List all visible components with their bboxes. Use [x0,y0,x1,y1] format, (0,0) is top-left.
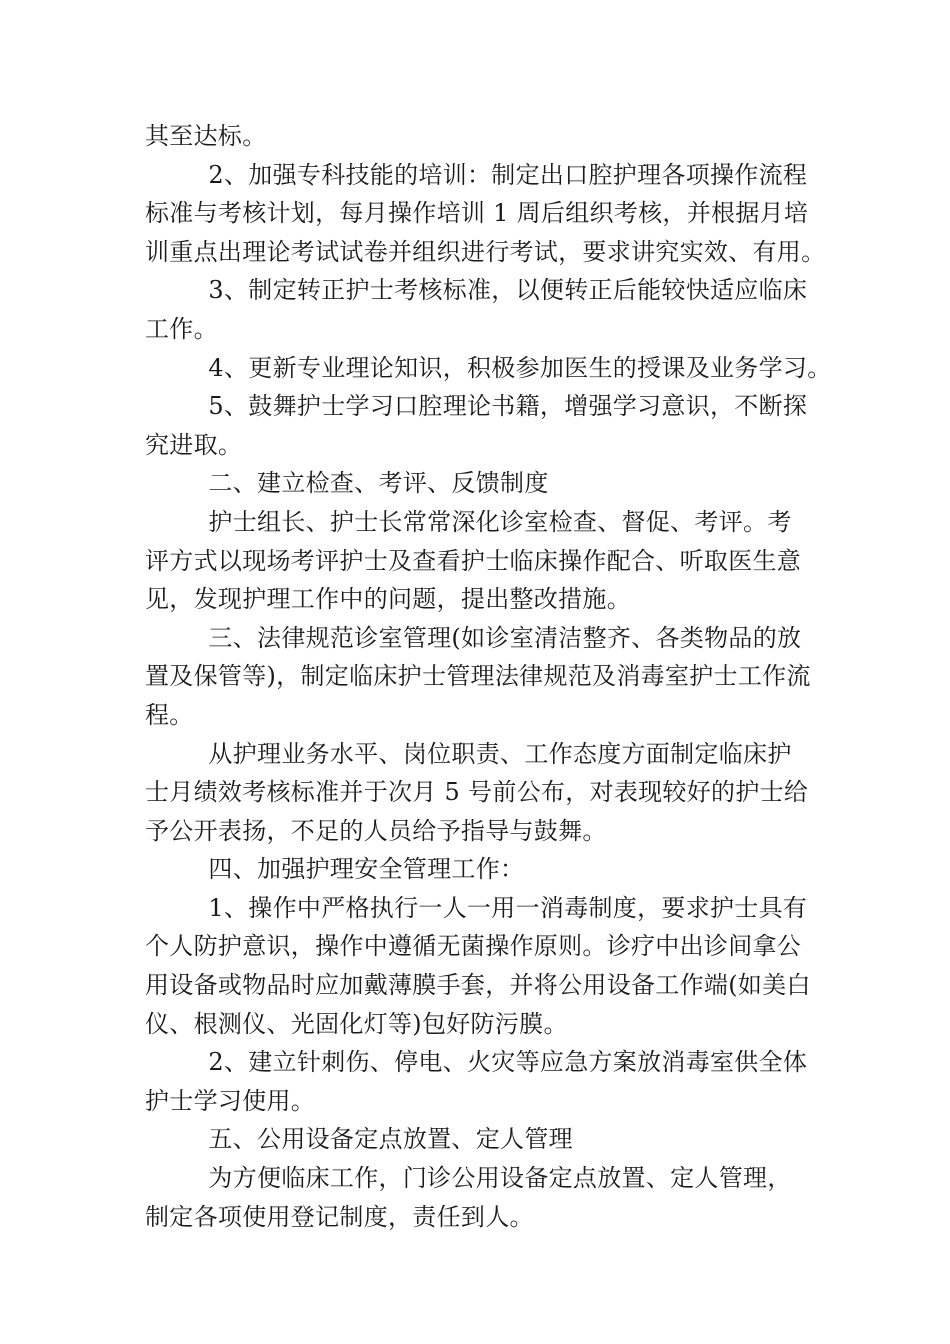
text-line: 见，发现护理工作中的问题，提出整改措施。 [145,585,631,614]
text-line: 2、加强专科技能的培训：制定出口腔护理各项操作流程 [145,160,808,189]
text-line: 程。 [145,700,194,729]
text-line: 予公开表扬，不足的人员给予指导与鼓舞。 [145,816,607,845]
text-line: 从护理业务水平、岗位职责、工作态度方面制定临床护 [145,739,792,768]
section-heading: 五、公用设备定点放置、定人管理 [145,1125,573,1154]
text-line: 士月绩效考核标准并于次月 5 号前公布，对表现较好的护士给 [145,778,809,807]
text-line: 护士学习使用。 [145,1086,316,1115]
text-line: 工作。 [145,314,218,343]
text-line: 2、建立针刺伤、停电、火灾等应急方案放消毒室供全体 [145,1048,808,1077]
text-line: 个人防护意识，操作中遵循无菌操作原则。诊疗中出诊间拿公 [145,932,802,961]
section-heading: 三、法律规范诊室管理(如诊室清洁整齐、各类物品的放 [145,623,802,652]
text-line: 3、制定转正护士考核标准，以便转正后能较快适应临床 [145,276,808,305]
text-line: 究进取。 [145,430,243,459]
text-line: 标准与考核计划，每月操作培训 1 周后组织考核，并根据月培 [145,199,809,228]
text-line: 仪、根测仪、光固化灯等)包好防污膜。 [145,1009,568,1038]
text-line: 其至达标。 [145,122,267,150]
text-line: 1、操作中严格执行一人一用一消毒制度，要求护士具有 [145,893,808,922]
text-line: 制定各项使用登记制度，责任到人。 [145,1202,534,1231]
document-body [145,117,832,1236]
text-line: 5、鼓舞护士学习口腔理论书籍，增强学习意识，不断探 [145,392,808,421]
text-line: 用设备或物品时应加戴薄膜手套，并将公用设备工作端(如美白 [145,971,811,1000]
text-line: 评方式以现场考评护士及查看护士临床操作配合、听取医生意 [145,546,802,575]
section-heading: 二、建立检查、考评、反馈制度 [145,469,549,498]
text-line: 4、更新专业理论知识，积极参加医生的授课及业务学习。 [145,353,832,382]
section-heading: 四、加强护理安全管理工作： [145,855,525,884]
text-line: 训重点出理论考试试卷并组织进行考试，要求讲究实效、有用。 [145,237,826,266]
text-line: 置及保管等)，制定临床护士管理法律规范及消毒室护士工作流 [145,662,811,691]
text-line: 护士组长、护士长常常深化诊室检查、督促、考评。考 [145,507,792,536]
text-line: 为方便临床工作，门诊公用设备定点放置、定人管理， [145,1164,792,1193]
